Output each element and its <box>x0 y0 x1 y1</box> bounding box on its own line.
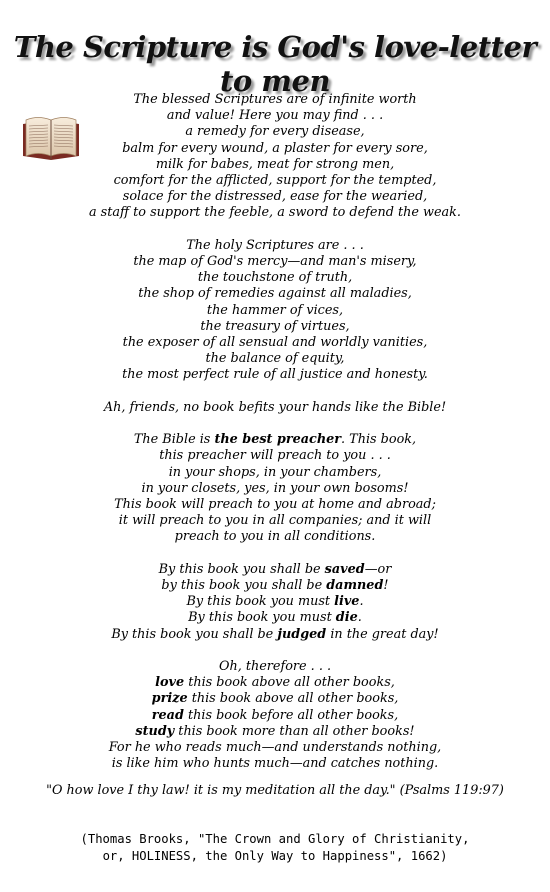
text-line: read this book before all other books, <box>151 707 399 723</box>
citation-line: or, HOLINESS, the Only Way to Happiness", 1662) <box>102 849 448 863</box>
text-line: the most perfect rule of all justice and honesty. <box>122 367 428 383</box>
text-line: a remedy for every disease, <box>185 124 365 140</box>
text-line: The blessed Scriptures are of infinite worth <box>133 92 417 107</box>
text-line: By this book you must die. <box>188 610 362 626</box>
text-line: The holy Scriptures are . . . <box>186 237 364 253</box>
text-line: the touchstone of truth, <box>197 270 353 286</box>
text-line: the balance of equity, <box>205 351 345 367</box>
text-line: love this book above all other books, <box>155 675 395 691</box>
text-line: "O how love I thy law! it is my meditation all the day." (Psalms 119:97) <box>46 782 504 798</box>
emphasis: damned <box>326 578 384 594</box>
text-line: This book will preach to you at home and abroad; <box>114 497 436 513</box>
emphasis: study <box>135 723 175 739</box>
emphasis: saved <box>324 561 365 577</box>
stanza-6 <box>0 659 550 772</box>
stanza-2 <box>0 238 550 384</box>
emphasis: live <box>334 594 360 610</box>
poem-body <box>0 92 550 815</box>
text-line: By this book you shall be judged in the great day! <box>111 626 439 642</box>
text-line: preach to you in all conditions. <box>174 529 376 545</box>
emphasis: judged <box>277 626 327 642</box>
text-line: study this book more than all other books! <box>135 723 415 739</box>
text-line: it will preach to you in all companies; and it will <box>118 513 432 529</box>
text-line: by this book you shall be damned! <box>161 578 389 594</box>
text-line: The Bible is the best preacher. This book, <box>133 432 417 448</box>
text-line: is like him who hunts much—and catches nothing. <box>111 756 439 772</box>
emphasis: prize <box>151 691 188 707</box>
stanza-1 <box>0 92 550 222</box>
text-line: comfort for the afflicted, support for the tempted, <box>113 173 437 189</box>
text-line: milk for babes, meat for strong men, <box>155 156 395 172</box>
text-line: the shop of remedies against all maladies, <box>138 286 412 302</box>
text-line: and value! Here you may find . . . <box>166 108 384 124</box>
text-line: the map of God's mercy—and man's misery, <box>133 254 417 270</box>
emphasis: read <box>151 707 184 723</box>
emphasis: love <box>155 675 185 691</box>
emphasis: the best preacher <box>214 432 342 448</box>
stanza-4 <box>0 432 550 545</box>
text-line: By this book you shall be saved—or <box>158 561 392 577</box>
text-line: the treasury of virtues, <box>200 318 350 334</box>
stanza-3 <box>0 400 550 416</box>
text-line: in your shops, in your chambers, <box>168 464 382 480</box>
text-line: Oh, therefore . . . <box>218 659 332 675</box>
text-line: this preacher will preach to you . . . <box>159 448 391 464</box>
emphasis: die <box>335 610 358 626</box>
citation-line: (Thomas Brooks, "The Crown and Glory of Christianity, <box>80 832 470 846</box>
text-line: Ah, friends, no book befits your hands like the Bible! <box>103 399 447 415</box>
page-title: The Scripture is God's love-letter to men <box>13 30 537 98</box>
citation <box>0 831 550 865</box>
text-line: the hammer of vices, <box>206 302 344 318</box>
text-line: By this book you must live. <box>186 594 364 610</box>
text-line: in your closets, yes, in your own bosoms! <box>141 480 409 496</box>
text-line: prize this book above all other books, <box>151 691 399 707</box>
stanza-5 <box>0 562 550 643</box>
scripture-quote <box>0 783 550 799</box>
text-line: balm for every wound, a plaster for every sore, <box>122 140 428 156</box>
text-line: solace for the distressed, ease for the wearied, <box>122 189 428 205</box>
text-line: a staff to support the feeble, a sword to defend the weak. <box>88 205 461 221</box>
text-line: For he who reads much—and understands nothing, <box>108 740 442 756</box>
text-line: the exposer of all sensual and worldly vanities, <box>122 335 428 351</box>
